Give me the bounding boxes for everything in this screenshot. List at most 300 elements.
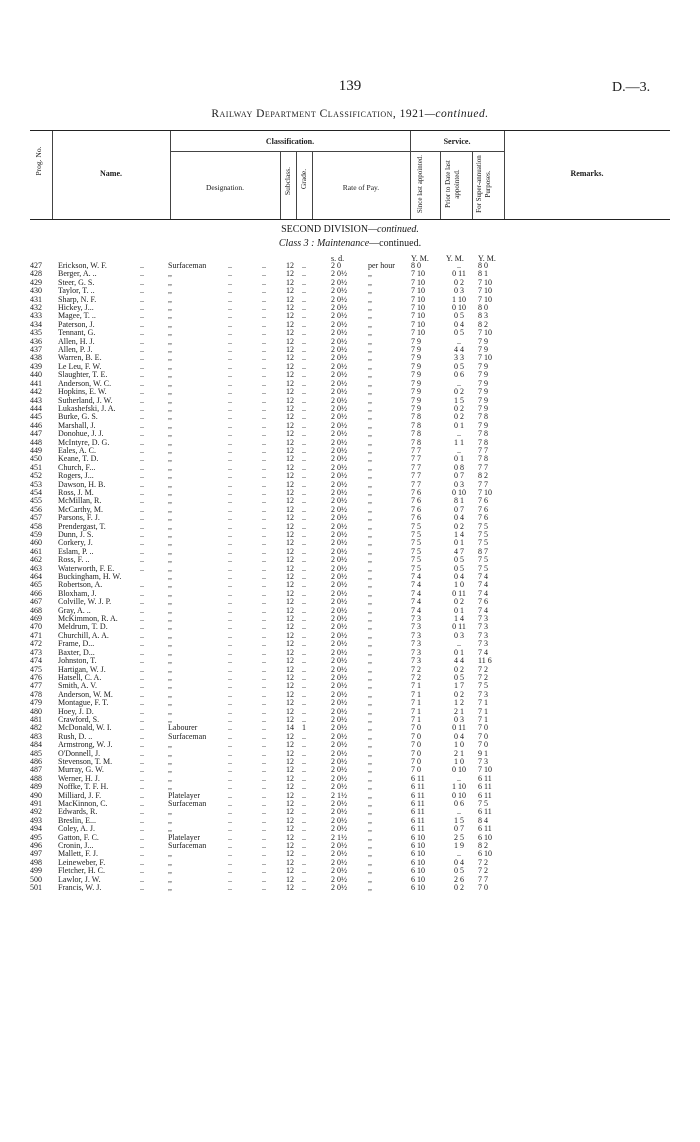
since-last-cell: 7 4 bbox=[411, 580, 421, 590]
since-last-cell: 7 6 bbox=[411, 504, 421, 514]
rate-cell: 2 0½ bbox=[331, 605, 347, 615]
name-cell: Milliard, J. F. bbox=[58, 791, 102, 800]
since-last-cell: 6 11 bbox=[411, 782, 425, 792]
prog-no-cell: 439 bbox=[30, 361, 42, 371]
leader-dots: .. bbox=[262, 639, 266, 649]
grade-cell: .. bbox=[302, 824, 306, 834]
superannuation-cell: 6 11 bbox=[478, 790, 492, 800]
designation-cell: ,, bbox=[168, 395, 172, 405]
subclass-cell: 12 bbox=[286, 487, 294, 497]
leader-dots: .. bbox=[262, 454, 266, 464]
since-last-cell: 7 1 bbox=[411, 681, 421, 691]
designation-cell: ,, bbox=[168, 370, 172, 380]
prior-service-cell: 4 7 bbox=[454, 546, 464, 556]
superannuation-cell: 6 10 bbox=[478, 849, 492, 859]
rate-unit-cell: ,, bbox=[368, 748, 372, 758]
grade-cell: .. bbox=[302, 841, 306, 851]
subclass-cell: 12 bbox=[286, 647, 294, 657]
grade-cell: .. bbox=[302, 462, 306, 472]
grade-cell: .. bbox=[302, 588, 306, 598]
since-last-cell: 7 10 bbox=[411, 311, 425, 321]
rate-unit-cell: ,, bbox=[368, 546, 372, 556]
subclass-cell: 12 bbox=[286, 832, 294, 842]
since-last-cell: 7 8 bbox=[411, 437, 421, 447]
designation-cell: ,, bbox=[168, 445, 172, 455]
grade-cell: .. bbox=[302, 286, 306, 296]
superannuation-cell: 7 10 bbox=[478, 487, 492, 497]
leader-dots: .. bbox=[140, 487, 144, 497]
superannuation-cell: 7 9 bbox=[478, 403, 488, 413]
since-last-cell: 7 6 bbox=[411, 487, 421, 497]
leader-dots: .. bbox=[262, 504, 266, 514]
leader-dots: .. bbox=[262, 689, 266, 699]
superannuation-cell: 7 2 bbox=[478, 664, 488, 674]
prior-service-cell: 0 2 bbox=[454, 521, 464, 531]
superannuation-cell: 7 5 bbox=[478, 555, 488, 565]
prior-service-cell: 0 11 bbox=[452, 723, 466, 733]
rate-cell: 2 0½ bbox=[331, 681, 347, 691]
leader-dots: .. bbox=[140, 849, 144, 859]
leader-dots: .. bbox=[140, 261, 144, 270]
table-row bbox=[0, 481, 700, 489]
prog-no-cell: 475 bbox=[30, 664, 42, 674]
subclass-cell: 12 bbox=[286, 782, 294, 792]
name-cell: Allen, P. J. bbox=[58, 346, 93, 355]
grade-cell: .. bbox=[302, 672, 306, 682]
rate-unit-cell: ,, bbox=[368, 530, 372, 539]
leader-dots: .. bbox=[228, 521, 232, 531]
leader-dots: .. bbox=[262, 605, 266, 615]
leader-dots: .. bbox=[262, 361, 266, 371]
name-cell: Dawson, H. B. bbox=[58, 480, 106, 489]
rate-unit-cell: ,, bbox=[368, 731, 372, 741]
prior-service-cell: .. bbox=[457, 378, 461, 388]
grade-cell: .. bbox=[302, 748, 306, 758]
name-cell: Magee, T. .. bbox=[58, 312, 96, 321]
table-row bbox=[0, 439, 700, 447]
prog-no-cell: 428 bbox=[30, 269, 42, 279]
rate-cell: 2 0½ bbox=[331, 471, 347, 481]
name-cell: Cronin, J... bbox=[58, 842, 94, 851]
since-last-cell: 6 11 bbox=[411, 790, 425, 800]
leader-dots: .. bbox=[140, 521, 144, 531]
superannuation-cell: 7 8 bbox=[478, 437, 488, 447]
leader-dots: .. bbox=[228, 572, 232, 582]
prior-service-cell: 1 4 bbox=[454, 530, 464, 539]
since-last-cell: 7 9 bbox=[411, 378, 421, 388]
name-cell: Gatton, F. C. bbox=[58, 833, 99, 842]
rate-unit-cell: ,, bbox=[368, 849, 372, 859]
grade-cell: .. bbox=[302, 866, 306, 876]
designation-cell: ,, bbox=[168, 782, 172, 792]
grade-heading: Grade. bbox=[299, 168, 308, 190]
rate-cell: 2 0½ bbox=[331, 328, 347, 338]
designation-cell: ,, bbox=[168, 487, 172, 497]
subclass-cell: 12 bbox=[286, 361, 294, 371]
prog-no-cell: 433 bbox=[30, 311, 42, 321]
leader-dots: .. bbox=[262, 832, 266, 842]
since-last-cell: 7 5 bbox=[411, 530, 421, 539]
subclass-cell: 12 bbox=[286, 403, 294, 413]
table-row bbox=[0, 506, 700, 514]
leader-dots: .. bbox=[140, 824, 144, 834]
rate-unit-cell: ,, bbox=[368, 832, 372, 842]
grade-cell: .. bbox=[302, 429, 306, 439]
prior-service-cell: 0 4 bbox=[454, 731, 464, 741]
name-cell: Fletcher, H. C. bbox=[58, 867, 106, 876]
name-cell: Baxter, D... bbox=[58, 648, 95, 657]
leader-dots: .. bbox=[140, 714, 144, 724]
prog-no-cell: 496 bbox=[30, 841, 42, 851]
prog-no-cell: 452 bbox=[30, 471, 42, 481]
subclass-cell: 12 bbox=[286, 857, 294, 867]
rate-cell: 2 0½ bbox=[331, 479, 347, 489]
prior-service-cell: 0 3 bbox=[454, 714, 464, 724]
table-row bbox=[0, 531, 700, 539]
table-row bbox=[0, 884, 700, 892]
unit-label-ym-since: Y. M. bbox=[411, 254, 429, 263]
leader-dots: .. bbox=[140, 815, 144, 825]
leader-dots: .. bbox=[262, 496, 266, 506]
leader-dots: .. bbox=[262, 311, 266, 321]
leader-dots: .. bbox=[262, 412, 266, 422]
rate-cell: 2 0½ bbox=[331, 303, 347, 313]
subclass-cell: 12 bbox=[286, 639, 294, 649]
designation-cell: ,, bbox=[168, 555, 172, 565]
prior-to-heading: Prior to Date last appointed. bbox=[444, 160, 461, 208]
table-row bbox=[0, 262, 700, 270]
prior-service-cell: .. bbox=[457, 261, 461, 270]
prog-no-cell: 438 bbox=[30, 353, 42, 363]
prior-service-cell: 4 4 bbox=[454, 656, 464, 666]
leader-dots: .. bbox=[228, 866, 232, 876]
superannuation-cell: 7 2 bbox=[478, 857, 488, 867]
table-row bbox=[0, 556, 700, 564]
prog-no-cell: 501 bbox=[30, 883, 42, 893]
leader-dots: .. bbox=[262, 841, 266, 851]
subclass-cell: 12 bbox=[286, 790, 294, 800]
leader-dots: .. bbox=[262, 723, 266, 733]
table-row bbox=[0, 573, 700, 581]
leader-dots: .. bbox=[140, 807, 144, 817]
rate-unit-cell: ,, bbox=[368, 437, 372, 447]
leader-dots: .. bbox=[140, 664, 144, 674]
leader-dots: .. bbox=[228, 269, 232, 279]
superannuation-cell: 7 9 bbox=[478, 336, 488, 346]
table-header bbox=[30, 130, 670, 220]
rate-cell: 2 0½ bbox=[331, 387, 347, 397]
superannuation-cell: 7 10 bbox=[478, 277, 492, 287]
designation-cell: ,, bbox=[168, 361, 172, 371]
prog-no-cell: 473 bbox=[30, 647, 42, 657]
designation-cell: ,, bbox=[168, 714, 172, 724]
name-cell: Ross, J. M. bbox=[58, 488, 94, 497]
rate-unit-cell: ,, bbox=[368, 773, 372, 783]
leader-dots: .. bbox=[228, 546, 232, 556]
name-cell: Rogers, J... bbox=[58, 472, 94, 481]
rate-unit-cell: ,, bbox=[368, 361, 372, 371]
leader-dots: .. bbox=[228, 656, 232, 666]
prior-service-cell: 1 2 bbox=[454, 698, 464, 708]
leader-dots: .. bbox=[228, 454, 232, 464]
subclass-cell: 12 bbox=[286, 849, 294, 859]
leader-dots: .. bbox=[140, 353, 144, 363]
leader-dots: .. bbox=[228, 361, 232, 371]
grade-cell: .. bbox=[302, 714, 306, 724]
table-row bbox=[0, 800, 700, 808]
name-cell: Bloxham, J. bbox=[58, 589, 97, 598]
leader-dots: .. bbox=[140, 420, 144, 430]
name-cell: Berger, A. .. bbox=[58, 270, 97, 279]
prior-service-cell: 1 1 bbox=[454, 437, 464, 447]
since-last-cell: 7 9 bbox=[411, 370, 421, 380]
table-row bbox=[0, 405, 700, 413]
leader-dots: .. bbox=[262, 471, 266, 481]
since-last-cell: 7 1 bbox=[411, 706, 421, 716]
unit-label-ym-prior: Y. M. bbox=[446, 254, 464, 263]
designation-cell: ,, bbox=[168, 824, 172, 834]
since-last-cell: 7 1 bbox=[411, 714, 421, 724]
prog-no-cell: 432 bbox=[30, 303, 42, 313]
leader-dots: .. bbox=[228, 857, 232, 867]
since-last-cell: 7 10 bbox=[411, 269, 425, 279]
leader-dots: .. bbox=[228, 580, 232, 590]
prog-no-cell: 487 bbox=[30, 765, 42, 775]
designation-cell: ,, bbox=[168, 530, 172, 539]
rate-unit-cell: ,, bbox=[368, 698, 372, 708]
leader-dots: .. bbox=[140, 706, 144, 716]
since-last-cell: 7 4 bbox=[411, 605, 421, 615]
subclass-cell: 12 bbox=[286, 714, 294, 724]
table-row bbox=[0, 413, 700, 421]
name-cell: Lukashefski, J. A. bbox=[58, 404, 116, 413]
name-cell: McDonald, W. I. bbox=[58, 724, 112, 733]
leader-dots: .. bbox=[228, 765, 232, 775]
prior-service-cell: 0 7 bbox=[454, 504, 464, 514]
name-cell: Stevenson, T. M. bbox=[58, 757, 113, 766]
leader-dots: .. bbox=[140, 614, 144, 624]
rate-cell: 2 0½ bbox=[331, 370, 347, 380]
leader-dots: .. bbox=[140, 345, 144, 355]
designation-cell: ,, bbox=[168, 471, 172, 481]
leader-dots: .. bbox=[262, 765, 266, 775]
leader-dots: .. bbox=[140, 269, 144, 279]
leader-dots: .. bbox=[140, 328, 144, 338]
prior-service-cell: 0 2 bbox=[454, 387, 464, 397]
rate-heading: Rate of Pay. bbox=[342, 183, 380, 192]
name-cell: Sutherland, J. W. bbox=[58, 396, 113, 405]
rate-cell: 2 0½ bbox=[331, 824, 347, 834]
prog-no-cell: 486 bbox=[30, 756, 42, 766]
subclass-cell: 12 bbox=[286, 731, 294, 741]
since-last-cell: 7 5 bbox=[411, 521, 421, 531]
subclass-cell: 12 bbox=[286, 841, 294, 851]
leader-dots: .. bbox=[140, 277, 144, 287]
table-row bbox=[0, 548, 700, 556]
table-row bbox=[0, 455, 700, 463]
rate-cell: 2 0½ bbox=[331, 513, 347, 523]
superannuation-cell: 7 7 bbox=[478, 479, 488, 489]
superannuation-cell: 7 0 bbox=[478, 740, 488, 750]
leader-dots: .. bbox=[228, 538, 232, 548]
designation-cell: Surfaceman bbox=[168, 841, 207, 851]
designation-cell: ,, bbox=[168, 353, 172, 363]
leader-dots: .. bbox=[228, 883, 232, 893]
table-row bbox=[0, 876, 700, 884]
prog-no-cell: 427 bbox=[30, 261, 42, 270]
name-cell: Eales, A. C. bbox=[58, 446, 96, 455]
rate-unit-cell: ,, bbox=[368, 328, 372, 338]
name-cell: McIntyre, D. G. bbox=[58, 438, 110, 447]
since-last-cell: 7 9 bbox=[411, 395, 421, 405]
superannuation-cell: 8 4 bbox=[478, 815, 488, 825]
designation-cell: ,, bbox=[168, 756, 172, 766]
table-row bbox=[0, 867, 700, 875]
since-last-cell: 7 9 bbox=[411, 387, 421, 397]
table-row bbox=[0, 674, 700, 682]
subclass-cell: 12 bbox=[286, 420, 294, 430]
prior-service-cell: 1 5 bbox=[454, 815, 464, 825]
prog-no-cell: 455 bbox=[30, 496, 42, 506]
subclass-cell: 12 bbox=[286, 445, 294, 455]
subclass-cell: 12 bbox=[286, 588, 294, 598]
since-last-cell: 6 11 bbox=[411, 799, 425, 808]
name-cell: Meldrum, T. D. bbox=[58, 623, 108, 632]
table-row bbox=[0, 287, 700, 295]
since-last-cell: 7 4 bbox=[411, 572, 421, 582]
table-row bbox=[0, 329, 700, 337]
subclass-cell: 12 bbox=[286, 799, 294, 808]
rate-cell: 2 0½ bbox=[331, 521, 347, 531]
grade-cell: .. bbox=[302, 765, 306, 775]
leader-dots: .. bbox=[262, 597, 266, 607]
superannuation-cell: 8 2 bbox=[478, 319, 488, 329]
superannuation-cell: 8 7 bbox=[478, 546, 488, 556]
table-row bbox=[0, 632, 700, 640]
superannuation-cell: 7 7 bbox=[478, 445, 488, 455]
prog-no-cell: 446 bbox=[30, 420, 42, 430]
leader-dots: .. bbox=[228, 639, 232, 649]
subclass-cell: 12 bbox=[286, 756, 294, 766]
leader-dots: .. bbox=[262, 429, 266, 439]
leader-dots: .. bbox=[262, 328, 266, 338]
rate-cell: 2 0½ bbox=[331, 807, 347, 817]
rate-cell: 2 0½ bbox=[331, 538, 347, 548]
superannuation-cell: 6 10 bbox=[478, 832, 492, 842]
rate-cell: 2 0½ bbox=[331, 454, 347, 464]
table-row bbox=[0, 775, 700, 783]
subclass-cell: 12 bbox=[286, 437, 294, 447]
designation-cell: ,, bbox=[168, 681, 172, 691]
prog-no-cell: 464 bbox=[30, 572, 42, 582]
prior-service-cell: 1 10 bbox=[452, 294, 466, 304]
since-last-cell: 7 7 bbox=[411, 479, 421, 489]
prior-service-cell: .. bbox=[457, 429, 461, 439]
rate-cell: 2 0½ bbox=[331, 799, 347, 808]
leader-dots: .. bbox=[262, 303, 266, 313]
grade-cell: .. bbox=[302, 420, 306, 430]
table-row bbox=[0, 304, 700, 312]
prior-service-cell: 0 1 bbox=[454, 454, 464, 464]
name-cell: Leineweber, F. bbox=[58, 858, 106, 867]
class-title bbox=[0, 238, 700, 249]
rate-cell: 2 1½ bbox=[331, 832, 347, 842]
prog-no-cell: 484 bbox=[30, 740, 42, 750]
name-cell: Erickson, W. F. bbox=[58, 262, 107, 270]
table-row bbox=[0, 523, 700, 531]
name-cell: Parsons, F. J. bbox=[58, 514, 100, 523]
prior-service-cell: .. bbox=[457, 849, 461, 859]
prog-no-cell: 497 bbox=[30, 849, 42, 859]
subclass-cell: 12 bbox=[286, 378, 294, 388]
prog-no-cell: 445 bbox=[30, 412, 42, 422]
prog-no-cell: 462 bbox=[30, 555, 42, 565]
leader-dots: .. bbox=[228, 706, 232, 716]
table-row bbox=[0, 464, 700, 472]
leader-dots: .. bbox=[228, 378, 232, 388]
leader-dots: .. bbox=[140, 874, 144, 884]
rate-cell: 2 0½ bbox=[331, 403, 347, 413]
superannuation-heading: For Super-annuation Purposes. bbox=[475, 155, 492, 213]
rate-cell: 2 0½ bbox=[331, 588, 347, 598]
table-row bbox=[0, 388, 700, 396]
grade-cell: .. bbox=[302, 849, 306, 859]
prior-service-cell: .. bbox=[457, 639, 461, 649]
grade-cell: .. bbox=[302, 756, 306, 766]
subclass-cell: 12 bbox=[286, 807, 294, 817]
leader-dots: .. bbox=[262, 731, 266, 741]
superannuation-cell: 7 10 bbox=[478, 286, 492, 296]
name-cell: Coley, A. J. bbox=[58, 825, 96, 834]
subclass-cell: 12 bbox=[286, 462, 294, 472]
grade-cell: .. bbox=[302, 639, 306, 649]
table-row bbox=[0, 607, 700, 615]
leader-dots: .. bbox=[262, 395, 266, 405]
prog-no-cell: 453 bbox=[30, 479, 42, 489]
rate-unit-cell: ,, bbox=[368, 429, 372, 439]
designation-cell: ,, bbox=[168, 378, 172, 388]
leader-dots: .. bbox=[140, 630, 144, 640]
prior-service-cell: .. bbox=[457, 336, 461, 346]
prior-service-cell: 2 1 bbox=[454, 706, 464, 716]
grade-cell: .. bbox=[302, 496, 306, 506]
leader-dots: .. bbox=[228, 504, 232, 514]
prog-no-cell: 434 bbox=[30, 319, 42, 329]
rate-cell: 2 0½ bbox=[331, 723, 347, 733]
leader-dots: .. bbox=[262, 824, 266, 834]
grade-cell: .. bbox=[302, 361, 306, 371]
name-heading: Name. bbox=[100, 169, 122, 178]
table-row bbox=[0, 808, 700, 816]
since-last-cell: 7 6 bbox=[411, 496, 421, 506]
grade-cell: .. bbox=[302, 622, 306, 632]
leader-dots: .. bbox=[262, 261, 266, 270]
prior-service-cell: 0 10 bbox=[452, 487, 466, 497]
rate-unit-cell: ,, bbox=[368, 672, 372, 682]
leader-dots: .. bbox=[262, 799, 266, 808]
superannuation-cell: 7 5 bbox=[478, 681, 488, 691]
grade-cell: 1 bbox=[302, 723, 306, 733]
since-last-cell: 7 3 bbox=[411, 647, 421, 657]
leader-dots: .. bbox=[140, 513, 144, 523]
designation-cell: ,, bbox=[168, 849, 172, 859]
since-last-cell: 6 10 bbox=[411, 883, 425, 893]
table-row bbox=[0, 834, 700, 842]
rate-cell: 2 1½ bbox=[331, 790, 347, 800]
superannuation-cell: 7 8 bbox=[478, 412, 488, 422]
rate-unit-cell: ,, bbox=[368, 454, 372, 464]
subclass-cell: 12 bbox=[286, 521, 294, 531]
